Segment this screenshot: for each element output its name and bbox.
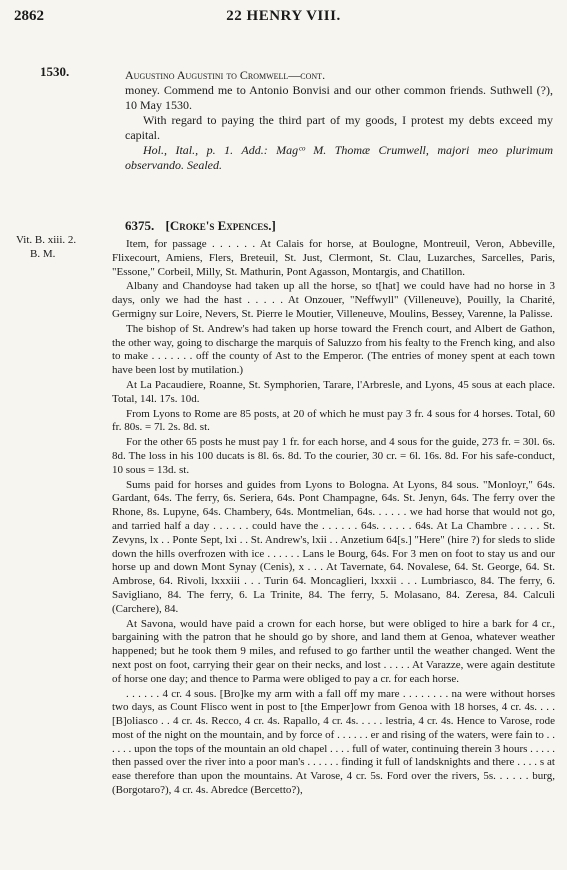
body-paragraph: For the other 65 posts he must pay 1 fr. for each horse, and 4 sous for the guide, 273 fr. = 30l. 6s. 8d. The loss in his 100 ducats is 8l. 6s. 8d. To the courier, 30 cr. = 6l. 16s. 8d. For his safe-conduct, 10 sous = 13d. st. <box>112 436 555 476</box>
body-paragraph: Albany and Chandoyse had taken up all the horse, so t[hat] we could have had no horse in 3 days, only we had the hast . . . . . At Onzouer, "Neffwyll" (Villeneuve), Pouilly, la Charité, Germigny sur Loire, Nevers, St. Pierre le Moutier, Villeneuve, Moulins, Bessey, Varenne, la Palisse. <box>112 280 555 320</box>
entry-heading: Augustino Augustini to Cromwell—cont. <box>125 68 326 82</box>
entry-number: 6375. <box>125 218 155 233</box>
entry-continued <box>125 68 553 173</box>
running-title: 22 HENRY VIII. <box>226 8 341 24</box>
body-paragraph: At Savona, would have paid a crown for each horse, but were obliged to hire a bark for 4 cr., bargaining with the patron that he should go by shore, and land them at Genoa, whatever weather happened; but he took them 9 miles, and refused to go farther until the weather changed. Went the next post on foot, carrying their gear on their necks, and lost . . . . . At Varazze, were again destitute of horse one day; and thence to Parma were obliged to pay a cr. for each horse. <box>112 617 555 685</box>
body-paragraph: Item, for passage . . . . . . At Calais for horse, at Boulogne, Montreuil, Veron, Abbeville, Flixecourt, Amiens, Flers, Breteuil, St. Just, Clermont, St. Clau, Luzarches, Sarcelles, Paris, "Essone," Corbeil, Milly, St. Mathurin, Pont Agasson, Montargis, and Chatillon. <box>112 238 555 278</box>
entry-paragraph: money. Commend me to Antonio Bonvisi and our other common friends. Suthwell (?), 10 May 1530. <box>125 83 553 112</box>
margin-reference <box>16 233 76 261</box>
entry-title: [Croke's Expences.] <box>165 218 276 233</box>
body-paragraph: Sums paid for horses and guides from Lyons to Bologna. At Lyons, 84 sous. "Monloyr," 64s. Gardant, 64s. The ferry, 6s. Seriera, 64s. Pont Champagne, 64s. St. Jenyn, 64s. The ferry over the Rhone, 8s. Lupyne, 64s. Chambery, 64s. Montmelian, 64s. . . . . . we had horse that would not go, and tarried half a day . . . . . . could have the . . . . . . 64s. . . . . . 64s. At La Chambre . . . . . St. Zevyns, lx . . Ponte Sept, lxi . . St. Andrew's, lxii . . Anzetium 64[s.] "Here" (hire ?) for sleds to slide down the hills overfrozen with ice . . . . . . Lans le Bourg, 64s. For 3 men on foot to stay us and our horse up and down Mont Synay (Cenis), x . . . At Tavernate, 64. Novalese, 64. St. George, 64. St. Ambrose, 64. Rivoli, lxxxiii . . . Turin 64. Moncaglieri, lxxxii . . . Lumbriasco, 84. The ferry, 6. Savigliano, 84. The ferry, 6. La Trinite, 84. The ferry, 5. Molasano, 84. Zeresa, 84. Calculi (Carchere), 84. <box>112 478 555 615</box>
margin-ref-line: Vit. B. xiii. 2. <box>16 234 77 246</box>
body-paragraph: The bishop of St. Andrew's had taken up horse toward the French court, and Albert de Gathon, the other way, going to discharge the marquis of Saluzzo from his fealty to the French king, and also to make . . . . . . . off the county of Ast to the Emperor. (The entries of money spent at each town have been lost by mutilation.) <box>112 322 555 377</box>
body-paragraph: At La Pacaudiere, Roanne, St. Symphorien, Tarare, l'Arbresle, and Lyons, 45 sous at each place. Total, 14l. 17s. 10d. <box>112 378 555 405</box>
body-paragraph: . . . . . . 4 cr. 4 sous. [Bro]ke my arm with a fall off my mare . . . . . . . . na were without horses two days, as Count Fliscо went in post to [the Emper]owr from Genoa with 18 horses, 4 cr. 4s. . . . [B]oliasco . . 4 cr. 4s. Recco, 4 cr. 4s. Rapallo, 4 cr. 4s. . . . . lestria, 4 cr. 4s. Hence to Varose, rode most of the night on the mountain, and by force of . . . . . . er and rising of the waters, were fain to . . . . . . upon the tops of the mountain an old chapel . . . . full of water, continuing therein 3 hours . . . . . then passed over the river into a poor man's . . . . . . finding it full of landsknights and there . . . . s at ease therefore than upon the mountains. At Varose, 4 cr. 5s. Ford over the rivers, 5s. . . . . . burg, (Borgotaro?), 4 cr. 4s. Abredce (Bercetto?), <box>112 687 555 797</box>
entry-heading-6375 <box>125 218 276 234</box>
entry-body <box>112 238 555 799</box>
page-header <box>0 0 567 48</box>
margin-ref-line: B. M. <box>30 248 56 260</box>
source-note: Hol., Ital., p. 1. Add.: Magᶜᵒ M. Thomæ Crumwell, majori meo plurimum observando. Sealed. <box>125 143 553 172</box>
page-number: 2862 <box>14 8 44 24</box>
body-paragraph: From Lyons to Rome are 85 posts, at 20 of which he must pay 3 fr. 4 sous for 4 horses. Total, 60 fr. 80s. = 7l. 2s. 8d. st. <box>112 407 555 434</box>
year-marker: 1530. <box>40 64 70 79</box>
entry-paragraph: With regard to paying the third part of my goods, I protest my debts exceed my capital. <box>125 113 553 142</box>
